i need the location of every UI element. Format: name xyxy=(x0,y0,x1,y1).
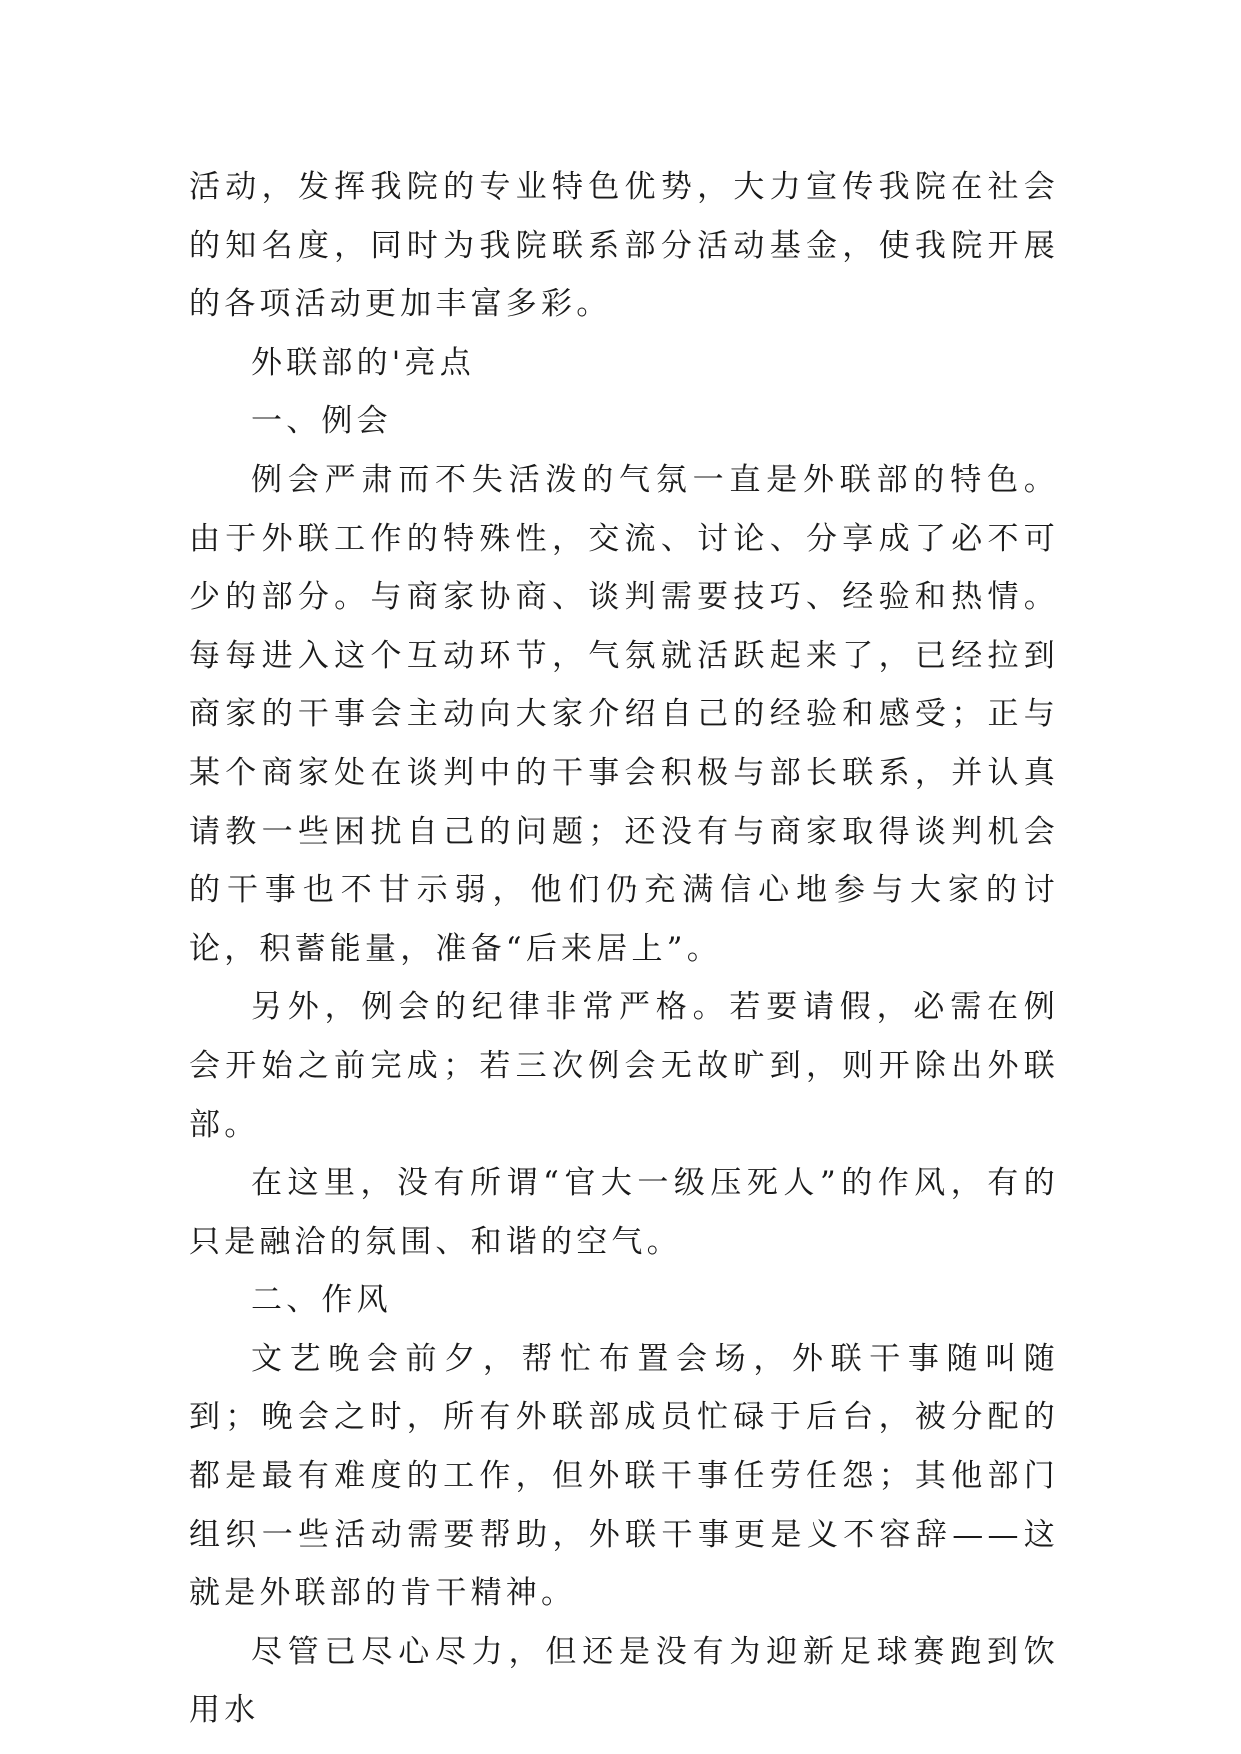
paragraph-work-style: 文艺晚会前夕，帮忙布置会场，外联干事随叫随到；晚会之时，所有外联部成员忙碌于后台，被分配的都是最有难度的工作，但外联干事任劳任怨；其他部门组织一些活动需要帮助，外联干事更是义不容辞——这就是外联部的肯干精神。 xyxy=(189,1340,1059,1612)
paragraph-continuation: 活动，发挥我院的专业特色优势，大力宣传我院在社会的知名度，同时为我院联系部分活动基金，使我院开展的各项活动更加丰富多彩。 xyxy=(189,169,1059,323)
paragraph-meetings: 例会严肃而不失活泼的气氛一直是外联部的特色。由于外联工作的特殊性，交流、讨论、分享成了必不可少的部分。与商家协商、谈判需要技巧、经验和热情。每每进入这个互动环节，气氛就活跃起来了，已经拉到商家的干事会主动向大家介绍自己的经验和感受；正与某个商家处在谈判中的干事会积极与部长联系，并认真请教一些困扰自己的问题；还没有与商家取得谈判机会的干事也不甘示弱，他们仍充满信心地参与大家的讨论，积蓄能量，准备“后来居上”。 xyxy=(189,461,1059,967)
subheading-work-style: 二、作风 xyxy=(251,1282,392,1319)
paragraph-atmosphere: 在这里，没有所谓“官大一级压死人”的作风，有的只是融洽的氛围、和谐的空气。 xyxy=(189,1165,1059,1260)
paragraph-discipline: 另外，例会的纪律非常严格。若要请假，必需在例会开始之前完成；若三次例会无故旷到，则开除出外联部。 xyxy=(189,989,1059,1143)
paragraph-football: 尽管已尽心尽力，但还是没有为迎新足球赛跑到饮用水 xyxy=(189,1633,1059,1729)
document-body xyxy=(189,158,1059,1740)
subheading-meetings: 一、例会 xyxy=(251,403,392,440)
section-heading-highlights: 外联部的'亮点 xyxy=(251,344,475,381)
